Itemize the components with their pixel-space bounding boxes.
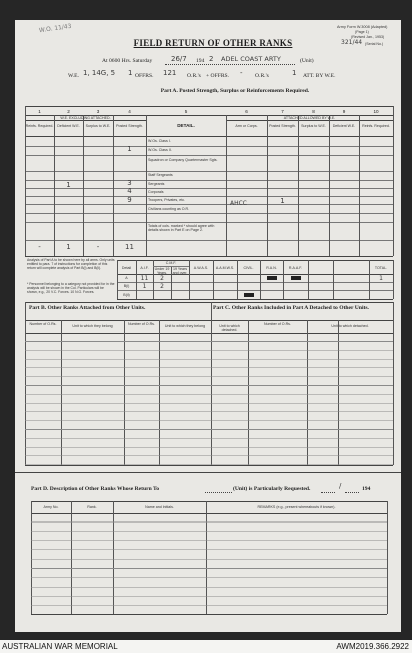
att-label: ATT. BY W.E. bbox=[303, 73, 336, 79]
col-number: 6 bbox=[245, 109, 248, 114]
analysis-hand: 2 bbox=[160, 275, 164, 282]
detail-row: W.Os. Class I. bbox=[148, 139, 171, 143]
footer-left: AUSTRALIAN WAR MEMORIAL bbox=[2, 642, 118, 651]
col-number: 7 bbox=[281, 109, 284, 114]
part-d-head: Name and Initials. bbox=[145, 505, 174, 509]
col-number: 10 bbox=[373, 109, 379, 114]
date-hand: 26/7 bbox=[171, 55, 187, 63]
hand-posted-attached: 1 bbox=[280, 197, 285, 205]
sub-head: Surplus to W.E. bbox=[85, 124, 111, 128]
part-b-head: Unit to which they belong bbox=[72, 324, 113, 328]
part-b-head: Number of O.Rs. bbox=[128, 322, 155, 326]
analysis-head: CIVIL. bbox=[243, 266, 254, 270]
analysis-head: R.A.N. bbox=[266, 266, 277, 270]
analysis-head: A.I.F. bbox=[140, 266, 149, 270]
analysis-note-2: * Personnel belonging to a category not provided for in the analysis will be shown in the Col. Particulars will be shown, e.g., 20 V.C. Forces. 10 N.G. Forces. bbox=[27, 282, 115, 294]
col-number: 5 bbox=[184, 109, 188, 114]
analysis-head: Under 19 Years. bbox=[154, 267, 170, 276]
detail-row: Staff Sergeants bbox=[148, 173, 173, 177]
detail-row: Troopers, Privates, etc. bbox=[148, 198, 186, 202]
part-b-c-rows bbox=[25, 333, 393, 465]
col-number: 2 bbox=[67, 109, 70, 114]
part-d-rows bbox=[31, 513, 387, 614]
detail-row: Totals of cols. marked * should agree with details shown in Part E on Page 2. bbox=[148, 224, 215, 233]
part-d-year: 194 bbox=[362, 486, 371, 492]
hand-value: 4 bbox=[127, 187, 132, 195]
sub-head: Arm or Corps. bbox=[235, 124, 258, 128]
sub-head: Surplus to W.E. bbox=[301, 124, 326, 128]
analysis-hand: 2 bbox=[160, 283, 164, 290]
part-b-title: Part B. Other Ranks Attached from Other Units. bbox=[29, 305, 146, 311]
serial-hand: 321/44 bbox=[341, 39, 363, 46]
analysis-note: Analysis of Part A to be shown here by all arms. Only units entitled to para. 7 of instructions for completion of this return will complete analysis of Part B(i) and B(ii). bbox=[27, 258, 115, 270]
analysis-head: TOTAL. bbox=[374, 266, 388, 270]
hand-value: 9 bbox=[127, 196, 132, 204]
part-d-head: REMARKS (e.g., present whereabouts if known). bbox=[257, 505, 336, 509]
at-hours-label: At 0600 Hrs. Saturday bbox=[102, 58, 153, 64]
serial-label: (Serial No.) bbox=[365, 42, 384, 46]
form-paper bbox=[15, 20, 401, 632]
sub-head: Deficient W.E. bbox=[332, 124, 356, 128]
analysis-hand: 1 bbox=[142, 283, 147, 290]
hand-value: 1 bbox=[127, 145, 132, 153]
analysis-head-cmf: C.M.F. bbox=[165, 261, 177, 265]
analysis-head: A.A.M.W.S. bbox=[215, 266, 235, 270]
analysis-row-head: Detail bbox=[121, 266, 132, 270]
part-d-head: Army No. bbox=[43, 505, 59, 509]
plus-offrs-label: + OFFRS. bbox=[206, 73, 230, 79]
total-hand: - bbox=[38, 243, 41, 251]
part-d-head: Rank. bbox=[87, 505, 97, 509]
form-title: FIELD RETURN OF OTHER RANKS bbox=[133, 38, 293, 48]
form-page: (Page 1) bbox=[355, 30, 369, 34]
detail-row: Civilians counting as O.R. bbox=[148, 207, 190, 211]
sub-head: Reinfs. Required. bbox=[362, 124, 390, 128]
part-c-head: Unit to which detached. bbox=[219, 324, 240, 333]
analysis-row: A bbox=[125, 276, 128, 280]
analysis-head: 19 Years and over. bbox=[172, 267, 188, 276]
col-number: 3 bbox=[96, 109, 100, 114]
detail-row: Sergeants bbox=[148, 182, 165, 186]
sub-head: Reinfs. Required. bbox=[25, 124, 54, 128]
sub-head: Posted Strength. bbox=[269, 124, 296, 128]
hand-value: 3 bbox=[127, 179, 132, 187]
footer-right: AWM2019.366.2922 bbox=[336, 642, 409, 651]
ors-label: O.R.'s bbox=[187, 73, 201, 79]
army-form-number: Army Form W.3008 (Adapted) bbox=[337, 25, 388, 29]
right-group-head: ATTACHED ALLOWED BY W.E. bbox=[283, 116, 336, 120]
detail-head: DETAIL. bbox=[177, 123, 195, 128]
offrs-label: OFFRS. bbox=[135, 73, 154, 79]
analysis-row: B(ii) bbox=[123, 293, 130, 297]
corner-pencil-note: W.O. 11/43 bbox=[38, 22, 73, 35]
total-hand: - bbox=[96, 243, 100, 251]
col-number: 4 bbox=[128, 109, 131, 114]
hand-value: 1 bbox=[66, 181, 71, 189]
sub-head: Posted Strength. bbox=[116, 124, 143, 128]
analysis-row: B(i) bbox=[123, 284, 130, 288]
we-hand: 1, 14G, 5 bbox=[83, 69, 116, 77]
analysis-hand: 11 bbox=[140, 275, 149, 282]
offrs-hand: 1 bbox=[128, 69, 133, 77]
col-number: 8 bbox=[312, 109, 315, 114]
hand-arm-corps: AHCC bbox=[230, 200, 247, 207]
ink-mark bbox=[244, 293, 254, 297]
ink-mark bbox=[267, 276, 277, 280]
ors-hand: 121 bbox=[163, 69, 177, 77]
detail-row: Squadron or Company Quartermaster Sgts. bbox=[148, 158, 218, 162]
total-hand: 1 bbox=[66, 243, 71, 251]
ors2-label: O.R.'s bbox=[255, 73, 269, 79]
year-prefix: 194 bbox=[196, 58, 205, 64]
part-a-title: Part A. Posted Strength, Surplus or Reinforcements Required. bbox=[160, 88, 310, 94]
detail-row: W.Os. Class II. bbox=[148, 148, 172, 152]
part-b-head: Number of O.Rs. bbox=[29, 322, 57, 326]
analysis-total-hand: 1 bbox=[379, 275, 383, 282]
total-hand: 11 bbox=[125, 243, 134, 251]
analysis-head: A.W.A.S. bbox=[193, 266, 209, 270]
ink-mark bbox=[291, 276, 301, 280]
part-d-slash: / bbox=[339, 482, 342, 490]
col-number: 1 bbox=[38, 109, 41, 114]
part-c-title: Part C. Other Ranks Included in Part A Detached to Other Units. bbox=[213, 305, 369, 311]
year-hand: 2 bbox=[209, 55, 214, 63]
part-c-head: Unit to which detached. bbox=[331, 324, 369, 328]
col-number: 9 bbox=[342, 109, 346, 114]
sub-head: Deficient W.E. bbox=[57, 124, 80, 128]
detail-row: Corporals bbox=[148, 190, 164, 194]
left-group-head: W.E. EXCLUDING ATTACHED. bbox=[60, 116, 111, 120]
unit-label: (Unit) bbox=[300, 58, 314, 64]
offrs2-hand: - bbox=[240, 69, 243, 77]
archive-footer bbox=[0, 640, 412, 653]
we-label: W.E. bbox=[68, 73, 79, 79]
part-d-title-b: (Unit) is Particularly Requested. bbox=[233, 486, 311, 492]
part-d-title: Part D. Description of Other Ranks Whose Return To bbox=[31, 486, 159, 492]
part-c-head: Number of O.Rs. bbox=[264, 322, 291, 326]
analysis-head: R.A.A.F. bbox=[288, 266, 303, 270]
form-revised: (Revised Jan., 1953) bbox=[351, 35, 385, 39]
unit-hand: ADEL COAST ARTY bbox=[221, 55, 281, 63]
ors2-hand: 1 bbox=[292, 69, 297, 77]
part-b-head: Unit to which they belong bbox=[164, 324, 206, 328]
